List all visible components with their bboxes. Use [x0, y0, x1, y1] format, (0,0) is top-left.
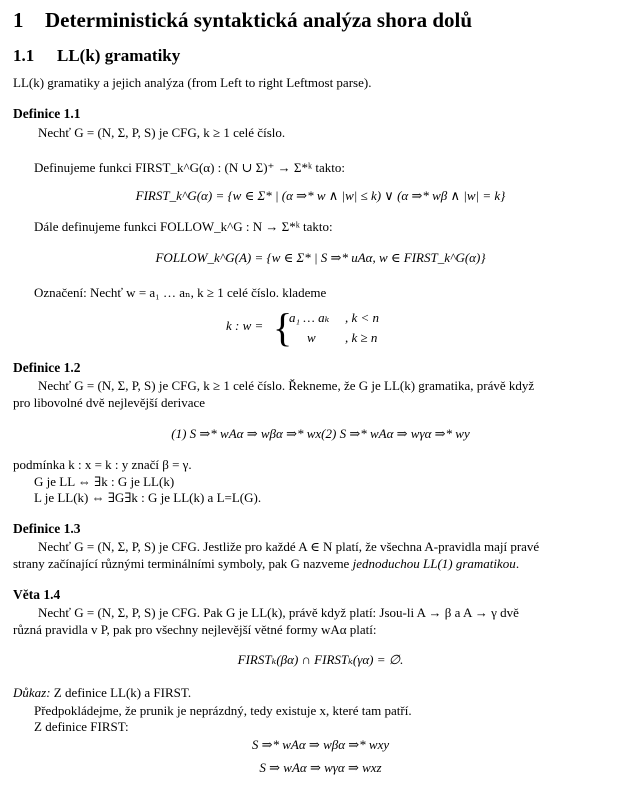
def11-line4: Označení: Nechť w = a₁ … aₙ, k ≥ 1 celé číslo. klademe — [34, 285, 327, 300]
def13-heading: Definice 1.3 — [13, 521, 81, 536]
subsection-title: LL(k) gramatiky — [57, 46, 181, 65]
def11-case1-value: a₁ … aₖ — [289, 310, 330, 325]
veta14-line2: různá pravidla v P, pak pro všechny nejlevější větné formy wAα platí: — [13, 622, 377, 637]
def13-line2-text: strany začínající různými terminálními symboly, pak G nazveme — [13, 556, 353, 571]
def12-line4: G je LL ⇔ ∃k : G je LL(k) — [34, 474, 175, 489]
subsection-heading — [13, 46, 180, 66]
def11-line3: Dále definujeme funkci FOLLOW_k^G : N → Σ*ᵏ takto: — [34, 219, 333, 234]
veta14-line1: Nechť G = (N, Σ, P, S) je CFG. Pak G je LL(k), právě když platí: Jsou-li A → β a A → γ dvě — [38, 605, 519, 620]
proof-line1 — [13, 685, 191, 701]
proof-line3: Z definice FIRST: — [34, 719, 129, 734]
def13-period: . — [515, 556, 520, 571]
def12-line3: podmínka k : x = k : y značí β = γ. — [13, 457, 192, 472]
veta14-heading: Věta 1.4 — [13, 587, 61, 602]
def13-line1: Nechť G = (N, Σ, P, S) je CFG. Jestliže pro každé A ∈ N platí, že všechna A-pravidla mají pravé — [38, 539, 540, 554]
proof-line2: Předpokládejme, že prunik je neprázdný, tedy existuje x, které tam patří. — [34, 703, 412, 718]
def12-line1: Nechť G = (N, Σ, P, S) je CFG, k ≥ 1 celé číslo. Řekneme, že G je LL(k) gramatika, právě když — [38, 378, 535, 393]
def11-case1-condition: , k < n — [345, 310, 380, 325]
section-number: 1 — [13, 8, 24, 32]
def12-formula: (1) S ⇒* wAα ⇒ wβα ⇒* wx(2) S ⇒* wAα ⇒ wγα ⇒* wy — [171, 426, 470, 441]
case-brace: { — [273, 305, 293, 350]
def12-line5: L je LL(k) ⇔ ∃G∃k : G je LL(k) a L=L(G). — [34, 490, 262, 505]
def11-heading: Definice 1.1 — [13, 106, 81, 121]
proof-formula2: S ⇒ wAα ⇒ wγα ⇒ wxz — [259, 760, 382, 775]
def11-case-lhs: k : w = — [226, 318, 264, 333]
def12-line2: pro libovolné dvě nejlevější derivace — [13, 395, 206, 410]
def11-formula-first: FIRST_k^G(α) = {w ∈ Σ* | (α ⇒* w ∧ |w| ≤ k) ∨ (α ⇒* wβ ∧ |w| = k} — [135, 188, 506, 203]
section-heading — [13, 8, 472, 33]
def12-heading: Definice 1.2 — [13, 360, 81, 375]
def13-line2 — [13, 556, 519, 572]
section-title: Deterministická syntaktická analýza shora dolů — [45, 8, 473, 32]
proof-formula1: S ⇒* wAα ⇒ wβα ⇒* wxy — [251, 737, 390, 752]
def11-line2: Definujeme funkci FIRST_k^G(α) : (N ∪ Σ)⁺ → Σ*ᵏ takto: — [34, 160, 345, 175]
def11-line1: Nechť G = (N, Σ, P, S) je CFG, k ≥ 1 celé číslo. — [38, 125, 286, 140]
proof-label: Důkaz: — [13, 685, 51, 700]
veta14-formula: FIRSTₖ(βα) ∩ FIRSTₖ(γα) = ∅. — [237, 652, 404, 667]
intro-text: LL(k) gramatiky a jejich analýza (from Left to right Leftmost parse). — [13, 75, 372, 90]
def11-formula-follow: FOLLOW_k^G(A) = {w ∈ Σ* | S ⇒* uAα, w ∈ FIRST_k^G(α)} — [155, 250, 486, 265]
subsection-number: 1.1 — [13, 46, 35, 65]
proof-line1-text: Z definice LL(k) a FIRST. — [50, 685, 192, 700]
def13-term: jednoduchou LL(1) gramatikou — [352, 556, 516, 571]
def11-case2-condition: , k ≥ n — [345, 330, 378, 345]
def11-case2-value: w — [307, 330, 316, 345]
